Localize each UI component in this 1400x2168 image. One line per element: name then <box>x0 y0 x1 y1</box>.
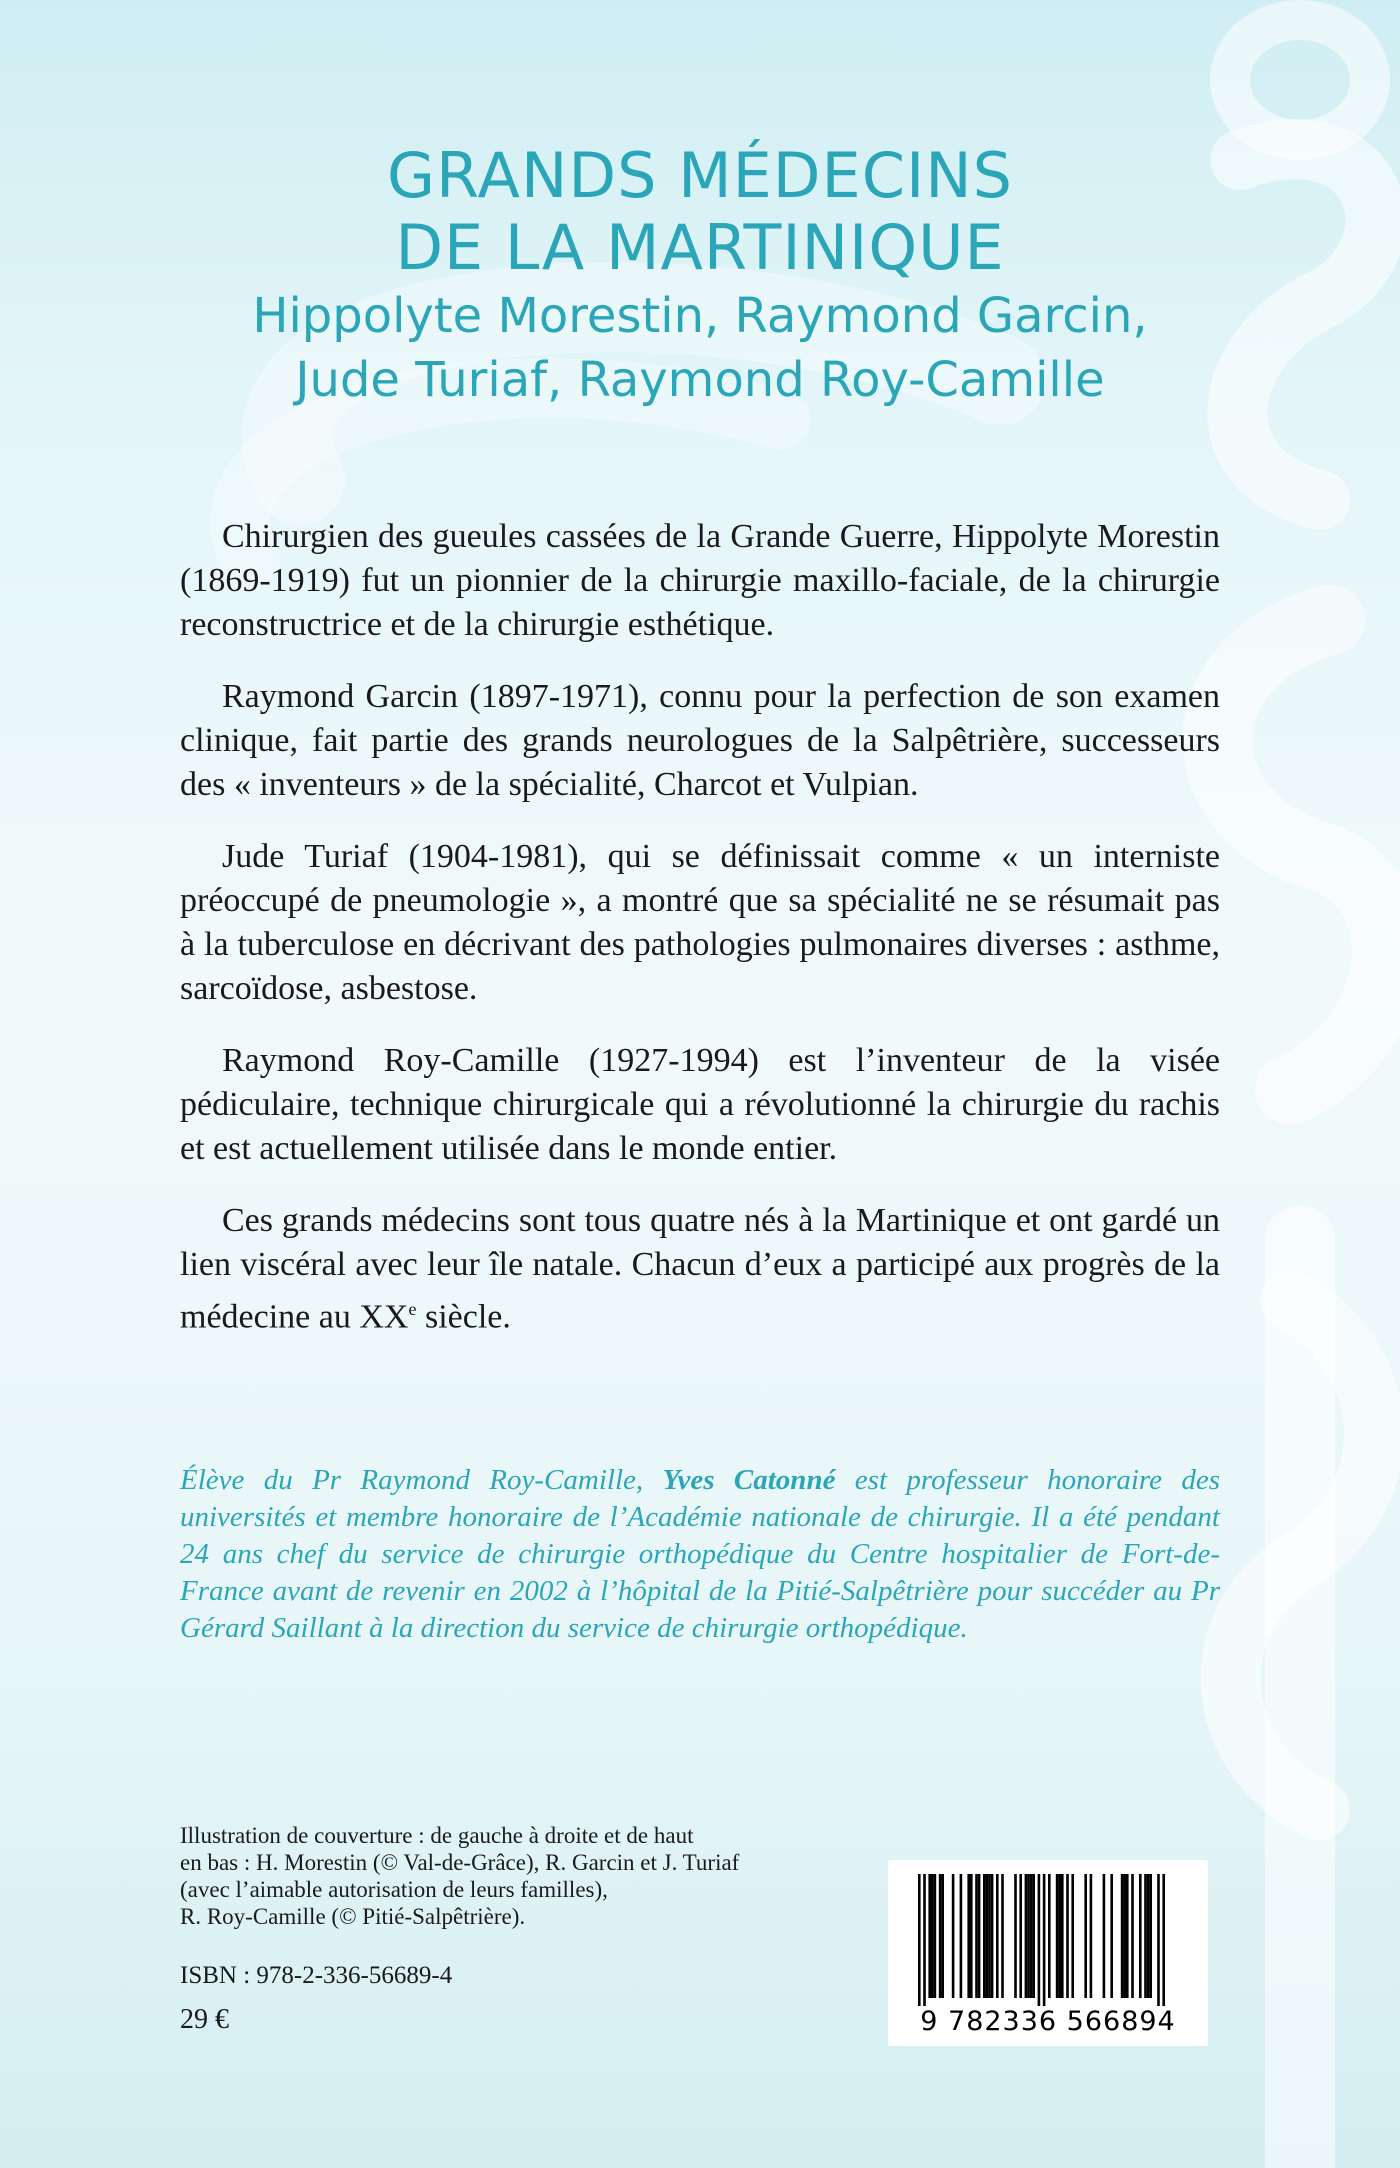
author-name: Yves Catonné <box>662 1464 836 1496</box>
barcode-bar <box>1043 1874 1046 2006</box>
paragraph-garcin: Raymond Garcin (1897-1971), connu pour la perfection de son examen clinique, fait partie des grands neurologues de la Salpêtrière, successeurs des « inventeurs » de la spécialité, Charcot et Vulpian. <box>180 678 1220 803</box>
barcode-bar <box>1014 1874 1017 1998</box>
title-block <box>0 140 1400 412</box>
barcode-bar <box>934 1874 937 1998</box>
book-title-line-1: GRANDS MÉDECINS <box>386 139 1014 212</box>
barcode-bar <box>1147 1874 1150 1998</box>
barcode-bar <box>1058 1874 1061 1998</box>
barcode-bar <box>1110 1874 1113 1998</box>
barcode-bar <box>1038 1874 1041 2006</box>
barcode <box>888 1860 1208 2046</box>
barcode-bar <box>941 1874 944 1998</box>
author-bio-intro: Élève du Pr Raymond Roy-Camille, <box>180 1464 663 1496</box>
barcode-bar <box>1032 1874 1035 1998</box>
barcode-bar <box>975 1874 978 1998</box>
paragraph-conclusion <box>180 1199 1220 1339</box>
barcode-digits: 9 782336 566894 <box>920 2006 1176 2037</box>
credits-line-4: R. Roy-Camille (© Pitié-Salpêtrière). <box>180 1904 526 1929</box>
book-subtitle-line-1: Hippolyte Morestin, Raymond Garcin, <box>252 288 1148 344</box>
barcode-bar <box>1103 1874 1106 1998</box>
century-superscript: e <box>408 1299 417 1319</box>
author-bio-text: est professeur honoraire des universités et membre honoraire de l’Académie nationale de chirurgie. Il a été pendant 24 ans chef du service de chirurgie orthopédique du Centre hospitalier de Fort-de-France avant de revenir en 2002 à l’hôpital de la Pitié-Salpêtrière pour succéder au Pr Gérard Saillant à la direction du service de chirurgie orthopédique. <box>180 1464 1221 1644</box>
author-bio <box>180 1462 1220 1647</box>
barcode-bar <box>960 1874 963 1998</box>
barcode-bar <box>1126 1874 1129 1998</box>
barcode-bar <box>918 1874 921 2006</box>
barcode-bar <box>1025 1874 1028 1998</box>
barcode-bar <box>996 1874 999 1998</box>
barcode-bar <box>986 1874 989 1998</box>
summary-text <box>180 515 1220 1367</box>
barcode-bar <box>1121 1874 1124 1998</box>
barcode-bar <box>1061 1874 1064 1998</box>
isbn: ISBN : 978-2-336-56689-4 <box>180 1962 453 1989</box>
barcode-bar <box>1131 1874 1134 1998</box>
barcode-bar <box>952 1874 955 1998</box>
barcode-bars <box>888 1860 1208 2010</box>
barcode-bar <box>1030 1874 1033 1998</box>
barcode-bar <box>1144 1874 1147 1998</box>
barcode-bar <box>967 1874 970 1998</box>
illustration-credits <box>180 1822 800 1930</box>
book-subtitle-line-2: Jude Turiaf, Raymond Roy-Camille <box>295 352 1105 408</box>
barcode-bar <box>1157 1874 1160 2006</box>
barcode-bar <box>928 1874 931 1998</box>
barcode-bar <box>931 1874 934 1998</box>
paragraph-turiaf: Jude Turiaf (1904-1981), qui se définissait comme « un interniste préoccupé de pneumologie », a montré que sa spécialité ne se résumait pas à la tuberculose en décrivant des pathologies pulmonaires diverses : asthme, sarcoïdose, asbestose. <box>180 838 1220 1007</box>
book-title-line-2: DE LA MARTINIQUE <box>395 211 1005 284</box>
barcode-bar <box>983 1874 986 1998</box>
barcode-bar <box>1019 1874 1022 1998</box>
barcode-bar <box>988 1874 991 1998</box>
conclusion-text: Ces grands médecins sont tous quatre nés à la Martinique et ont gardé un lien viscéral avec leur île natale. Chacun d’eux a participé aux progrès de la médecine au XX <box>180 1202 1220 1336</box>
credits-line-3: (avec l’aimable autorisation de leurs familles), <box>180 1877 608 1902</box>
barcode-bar <box>923 1874 926 2006</box>
barcode-bar <box>939 1874 942 1998</box>
barcode-bar <box>1090 1874 1093 1998</box>
barcode-bar <box>1162 1874 1165 2006</box>
barcode-bar <box>1001 1874 1004 1998</box>
credits-line-1: Illustration de couverture : de gauche à droite et de haut <box>180 1823 694 1848</box>
barcode-bar <box>1149 1874 1152 1998</box>
barcode-bar <box>1123 1874 1126 1998</box>
barcode-bar <box>970 1874 973 1998</box>
barcode-bar <box>1056 1874 1059 1998</box>
conclusion-text-end: siècle. <box>416 1298 511 1336</box>
barcode-bar <box>1084 1874 1087 1998</box>
barcode-bar <box>978 1874 981 1998</box>
paragraph-roy-camille: Raymond Roy-Camille (1927-1994) est l’inventeur de la visée pédiculaire, technique chirurgicale qui a révolutionné la chirurgie du rachis et est actuellement utilisée dans le monde entier. <box>180 1042 1220 1167</box>
barcode-bar <box>991 1874 994 1998</box>
paragraph-morestin: Chirurgien des gueules cassées de la Grande Guerre, Hippolyte Morestin (1869-1919) fut un pionnier de la chirurgie maxillo-faciale, de la chirurgie reconstructrice et de la chirurgie esthétique. <box>180 518 1220 643</box>
barcode-bar <box>1071 1874 1074 1998</box>
barcode-bar <box>1066 1874 1069 1998</box>
price: 29 € <box>180 2004 229 2035</box>
credits-line-2: en bas : H. Morestin (© Val-de-Grâce), R. Garcin et J. Turiaf <box>180 1850 740 1875</box>
barcode-bar <box>1048 1874 1051 1998</box>
barcode-bar <box>1027 1874 1030 1998</box>
barcode-bar <box>1139 1874 1142 1998</box>
